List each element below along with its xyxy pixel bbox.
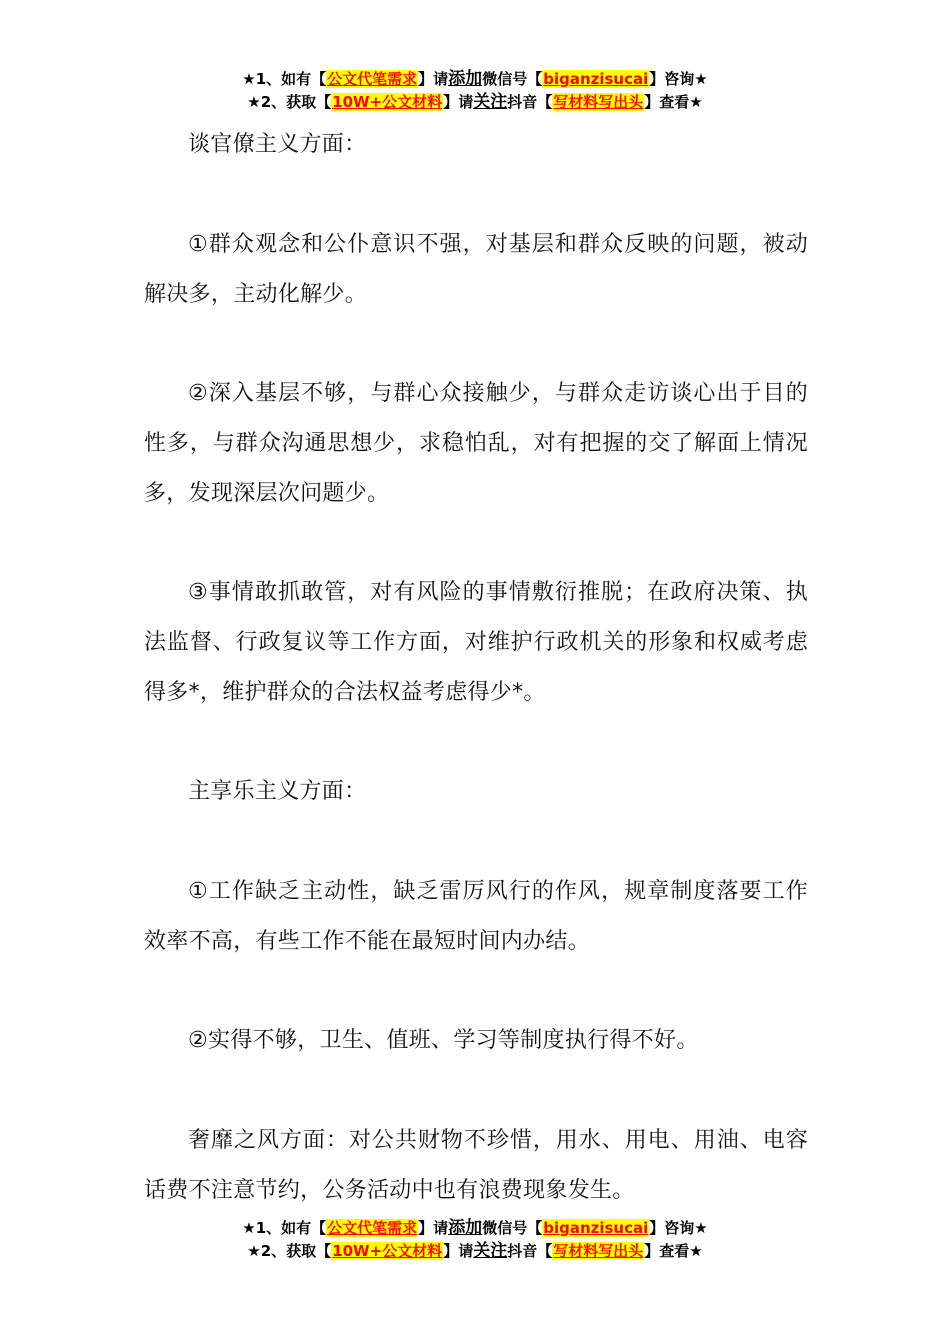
banner-emphasis: 添加 <box>448 69 483 89</box>
paragraph: ①群众观念和公仆意识不强，对基层和群众反映的问题，被动解决多，主动化解少。 <box>144 232 808 307</box>
banner-text: ★2、获取【 <box>247 1242 332 1260</box>
banner-text: ★2、获取【 <box>247 93 332 111</box>
paragraph: ③事情敢抓敢管，对有风险的事情敷衍推脱；在政府决策、执法监督、行政复议等工作方面，对维护行政机关的形象和权威考虑得多*，维护群众的合法权益考虑得少*。 <box>144 580 808 705</box>
banner-text: 】请 <box>418 70 449 88</box>
banner-highlight: 10W+公文材料 <box>332 93 443 111</box>
banner-text: 】请 <box>443 1242 474 1260</box>
banner-text: 抖音【 <box>507 1242 553 1260</box>
banner-highlight: 写材料写出头 <box>553 93 644 111</box>
banner-line-1 <box>0 1217 950 1240</box>
header-banner <box>0 68 950 114</box>
banner-text: 】请 <box>418 1219 449 1237</box>
banner-text: 微信号【 <box>482 70 543 88</box>
bureaucracy-item-2 <box>144 369 808 519</box>
banner-highlight: 写材料写出头 <box>553 1242 644 1260</box>
paragraph: 主享乐主义方面： <box>188 779 367 804</box>
banner-emphasis: 添加 <box>448 1218 483 1238</box>
footer-banner <box>0 1217 950 1263</box>
banner-highlight: 10W+公文材料 <box>332 1242 443 1260</box>
hedonism-item-1 <box>144 867 808 967</box>
bureaucracy-item-1 <box>144 220 808 320</box>
banner-highlight: 公文代笔需求 <box>327 70 418 88</box>
bureaucracy-item-3 <box>144 568 808 718</box>
banner-line-2 <box>0 91 950 114</box>
banner-line-2 <box>0 1240 950 1263</box>
banner-highlight: biganzisucai <box>543 1219 649 1237</box>
section-heading-hedonism <box>144 767 808 817</box>
banner-emphasis: 关注 <box>473 1241 508 1261</box>
banner-highlight: biganzisucai <box>543 70 649 88</box>
banner-text: 微信号【 <box>482 1219 543 1237</box>
banner-text: ★1、如有【 <box>242 70 327 88</box>
banner-highlight: 公文代笔需求 <box>327 1219 418 1237</box>
banner-text: ★1、如有【 <box>242 1219 327 1237</box>
banner-text: 】查看★ <box>644 93 703 111</box>
section-heading-bureaucracy <box>144 120 808 170</box>
banner-emphasis: 关注 <box>473 92 508 112</box>
banner-text: 】咨询★ <box>649 70 708 88</box>
paragraph: ①工作缺乏主动性，缺乏雷厉风行的作风，规章制度落要工作效率不高，有些工作不能在最短时间内办结。 <box>144 879 808 954</box>
banner-line-1 <box>0 68 950 91</box>
paragraph: 奢靡之风方面：对公共财物不珍惜，用水、用电、用油、电容话费不注意节约，公务活动中也有浪费现象发生。 <box>144 1128 808 1203</box>
banner-text: 抖音【 <box>507 93 553 111</box>
paragraph: ②实得不够，卫生、值班、学习等制度执行得不好。 <box>188 1028 699 1053</box>
section-extravagance <box>144 1116 808 1216</box>
banner-text: 】咨询★ <box>649 1219 708 1237</box>
banner-text: 】请 <box>443 93 474 111</box>
paragraph: ②深入基层不够，与群心众接触少，与群众走访谈心出于目的性多，与群众沟通思想少，求稳怕乱，对有把握的交了解面上情况多，发现深层次问题少。 <box>144 381 808 506</box>
hedonism-item-2 <box>144 1016 808 1066</box>
paragraph: 谈官僚主义方面： <box>188 132 367 157</box>
banner-text: 】查看★ <box>644 1242 703 1260</box>
